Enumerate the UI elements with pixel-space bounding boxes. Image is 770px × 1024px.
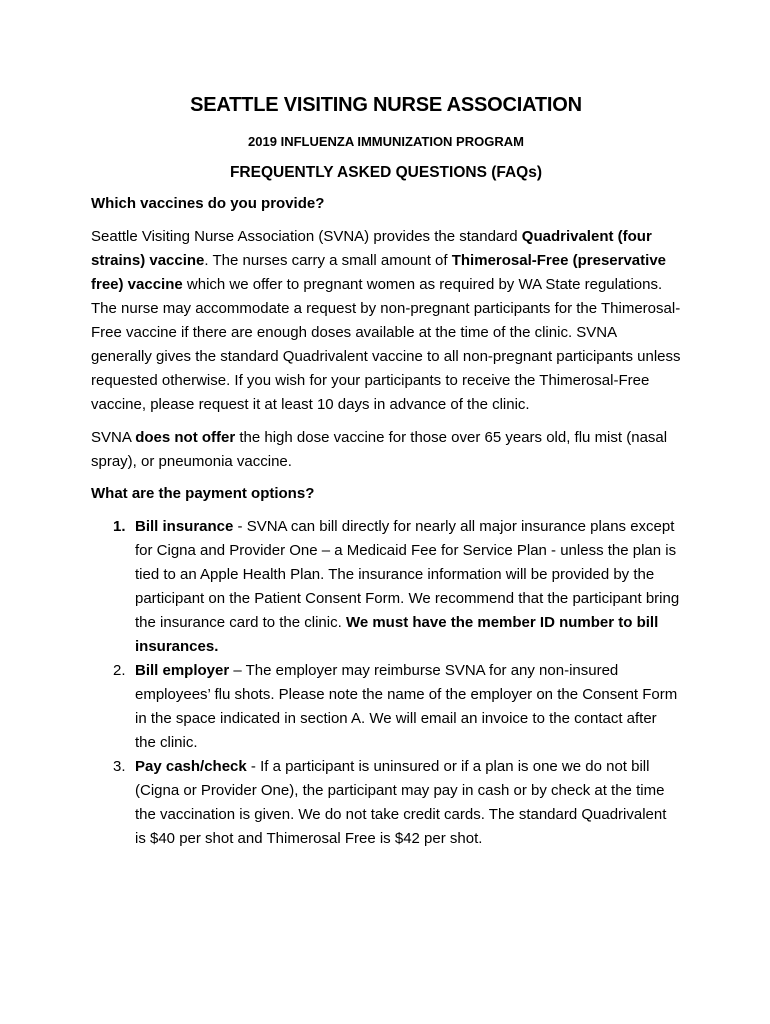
- option-label: Bill employer: [135, 662, 230, 679]
- question-vaccines: Which vaccines do you provide?: [91, 195, 325, 212]
- program-subtitle: 2019 INFLUENZA IMMUNIZATION PROGRAM: [248, 134, 524, 149]
- option-label: Pay cash/check: [135, 758, 247, 775]
- faq-heading: FREQUENTLY ASKED QUESTIONS (FAQs): [229, 164, 543, 181]
- quadrivalent-emphasis: Quadrivalent (four strains) vaccine: [91, 228, 652, 269]
- payment-options-list: [91, 515, 681, 851]
- not-offered-paragraph: [91, 426, 681, 474]
- document-title: SEATTLE VISITING NURSE ASSOCIATION: [190, 94, 582, 116]
- option-number: 2.: [113, 662, 126, 679]
- payment-option-bill-insurance: [113, 515, 681, 659]
- option-number: 1.: [113, 518, 126, 535]
- vaccines-answer-text-2: . The nurses carry a small amount of: [204, 252, 452, 269]
- vaccines-answer-text-1: Seattle Visiting Nurse Association (SVNA) provides the standard: [91, 228, 522, 245]
- document-page: [91, 90, 681, 851]
- option-text: - SVNA can bill directly for nearly all major insurance plans except for Cigna and Provider One – a Medicaid Fee for Service Plan - unless the plan is tied to an Apple Health Plan. The insurance information will be provided by the participant on the Patient Consent Form. We recommend that the participant bring the insurance card to the clinic.: [135, 518, 680, 631]
- not-offered-text-1: SVNA: [91, 429, 136, 446]
- option-label: Bill insurance: [135, 518, 234, 535]
- payment-option-bill-employer: [113, 659, 681, 755]
- not-offered-text-2: the high dose vaccine for those over 65 years old, flu mist (nasal spray), or pneumonia vaccine.: [91, 429, 668, 470]
- option-text: – The employer may reimburse SVNA for any non-insured employees’ flu shots. Please note the name of the employer on the Consent Form in the space indicated in section A. We will email an invoice to the contact after the clinic.: [135, 662, 678, 751]
- vaccines-answer-text-3: which we offer to pregnant women as required by WA State regulations. The nurse may accommodate a request by non-pregnant participants for the Thimerosal-Free vaccine if there are enough doses available at the time of the clinic. SVNA generally gives the standard Quadrivalent vaccine to all non-pregnant participants unless requested otherwise. If you wish for your participants to receive the Thimerosal-Free vaccine, please request it at least 10 days in advance of the clinic.: [91, 276, 681, 413]
- option-text: - If a participant is uninsured or if a plan is one we do not bill (Cigna or Provider One), the participant may pay in cash or by check at the time the vaccination is given. We do not take credit cards. The standard Quadrivalent is $40 per shot and Thimerosal Free is $42 per shot.: [135, 758, 667, 847]
- question-payment: What are the payment options?: [91, 485, 315, 502]
- payment-option-pay-cash-check: [113, 755, 681, 851]
- does-not-offer-emphasis: does not offer: [135, 429, 236, 446]
- option-emphasis: We must have the member ID number to bill insurances.: [135, 614, 659, 655]
- option-number: 3.: [113, 758, 126, 775]
- thimerosal-free-emphasis: Thimerosal-Free (preservative free) vaccine: [91, 252, 666, 293]
- vaccines-answer-paragraph: [91, 225, 681, 417]
